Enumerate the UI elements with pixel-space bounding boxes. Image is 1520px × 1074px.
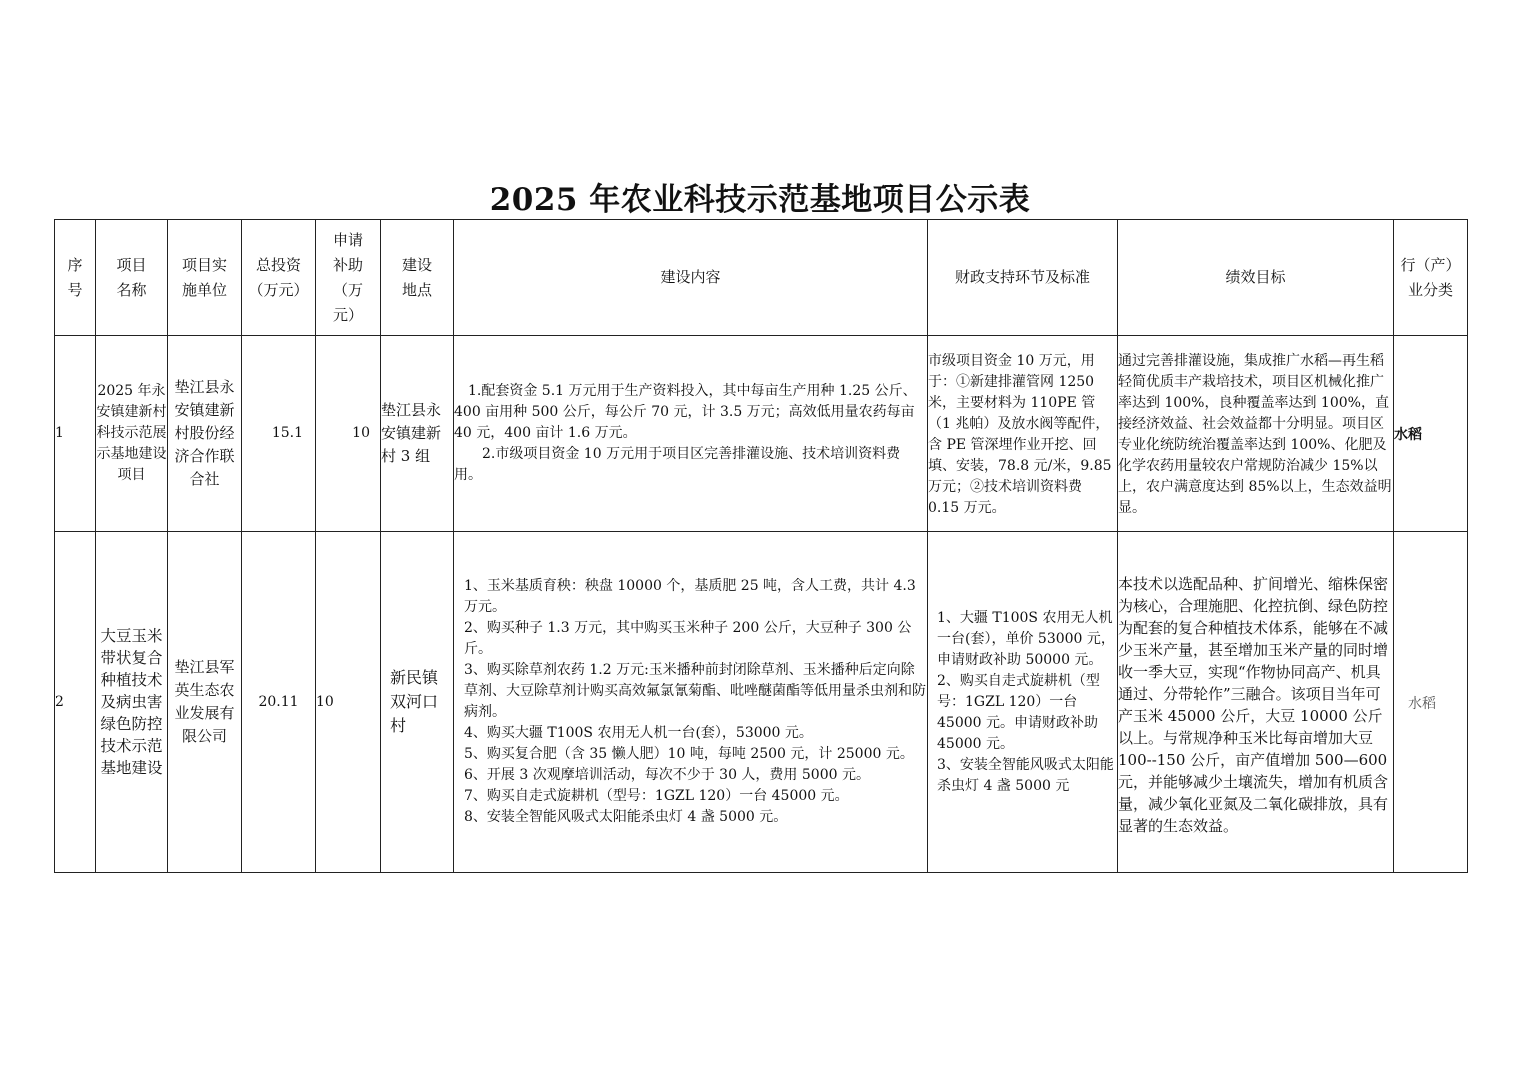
header-subsidy: 申请补助（万元） [316, 220, 381, 336]
table-row [55, 532, 1468, 873]
table-row [55, 336, 1468, 532]
row1-location: 垫江县永安镇建新村 3 组 [381, 336, 454, 532]
row1-total: 15.1 [242, 336, 316, 532]
row2-location: 新民镇双河口村 [381, 532, 454, 873]
row2-content-line: 6、开展 3 次观摩培训活动，每次不少于 30 人，费用 5000 元。 [464, 767, 870, 783]
row2-total: 20.11 [242, 532, 316, 873]
row2-finance [928, 532, 1118, 873]
header-content: 建设内容 [454, 220, 928, 336]
row2-name: 大豆玉米带状复合种植技术及病虫害绿色防控技术示范基地建设 [96, 532, 168, 873]
row1-name: 2025 年永安镇建新村科技示范展示基地建设项目 [96, 336, 168, 532]
row1-subsidy: 10 [316, 336, 381, 532]
row1-seq: 1 [55, 336, 96, 532]
header-finance: 财政支持环节及标准 [928, 220, 1118, 336]
row2-subsidy: 10 [316, 532, 381, 873]
header-goal: 绩效目标 [1118, 220, 1394, 336]
header-seq: 序号 [55, 220, 96, 336]
header-category: 行（产）业分类 [1394, 220, 1468, 336]
row2-seq: 2 [55, 532, 96, 873]
header-unit: 项目实施单位 [168, 220, 242, 336]
row1-content-line: 1.配套资金 5.1 万元用于生产资料投入，其中每亩生产用种 1.25 公斤、400 亩用种 500 公斤，每公斤 70 元，计 3.5 万元；高效低用量农药每亩 40 元，400 亩计 1.6 万元。 [454, 383, 917, 441]
row2-content-line: 1、玉米基质育秧：秧盘 10000 个，基质肥 25 吨，含人工费，共计 4.3 万元。 [464, 578, 916, 615]
row2-finance-line: 1、大疆 T100S 农用无人机一台(套），单价 53000 元，申请财政补助 50000 元。 [937, 609, 1115, 668]
row2-content [454, 532, 928, 873]
row2-content-line: 7、购买自走式旋耕机（型号：1GZL 120）一台 45000 元。 [464, 788, 849, 804]
row2-finance-line: 2、购买自走式旋耕机（型号：1GZL 120）一台 45000 元。申请财政补助 45000 元。 [937, 672, 1100, 752]
row2-content-line: 3、购买除草剂农药 1.2 万元:玉米播种前封闭除草剂、玉米播种后定向除草剂、大豆除草剂计购买高效氟氯氰菊酯、吡唑醚菌酯等低用量杀虫剂和防病剂。 [464, 662, 926, 720]
row1-goal: 通过完善排灌设施，集成推广水稻—再生稻轻简优质丰产栽培技术，项目区机械化推广率达到 100%，良种覆盖率达到 100%，直接经济效益、社会效益都十分明显。项目区专业化统防统治覆盖率达到 100%、化肥及化学农药用量较农户常规防治减少 15%以上，农户满意度达到 85%以上，生态效益明显。 [1118, 336, 1394, 532]
row2-content-line: 4、购买大疆 T100S 农用无人机一台(套），53000 元。 [464, 725, 813, 741]
row1-finance: 市级项目资金 10 万元，用于：①新建排灌管网 1250 米，主要材料为 110PE 管（1 兆帕）及放水阀等配件，含 PE 管深埋作业开挖、回填、安装，78.8 元/米，9.85 万元；②技术培训资料费 0.15 万元。 [928, 336, 1118, 532]
header-total: 总投资（万元） [242, 220, 316, 336]
row2-unit: 垫江县军英生态农业发展有限公司 [168, 532, 242, 873]
row1-category: 水稻 [1394, 336, 1468, 532]
row1-content-line: 2.市级项目资金 10 万元用于项目区完善排灌设施、技术培训资料费用。 [454, 446, 901, 483]
header-name: 项目名称 [96, 220, 168, 336]
page-title: 2025 年农业科技示范基地项目公示表 [489, 182, 1031, 218]
row2-goal: 本技术以选配品种、扩间增光、缩株保密为核心，合理施肥、化控抗倒、绿色防控为配套的复合种植技术体系，能够在不减少玉米产量，甚至增加玉米产量的同时增收一季大豆，实现“作物协同高产、机具通过、分带轮作”三融合。该项目当年可产玉米 45000 公斤，大豆 10000 公斤以上。与常规净种玉米比每亩增加大豆 100--150 公斤，亩产值增加 500—600 元，并能够减少土壤流失，增加有机质含量，减少氧化亚氮及二氧化碳排放，具有显著的生态效益。 [1118, 532, 1394, 873]
row2-category: 水稻 [1394, 532, 1468, 873]
row1-content [454, 336, 928, 532]
header-row [55, 220, 1468, 336]
project-table [54, 219, 1468, 873]
row2-content-line: 5、购买复合肥（含 35 懒人肥）10 吨，每吨 2500 元，计 25000 元。 [464, 746, 914, 762]
header-location: 建设地点 [381, 220, 454, 336]
row1-unit: 垫江县永安镇建新村股份经济合作联合社 [168, 336, 242, 532]
row2-finance-line: 3、安装全智能风吸式太阳能杀虫灯 4 盏 5000 元 [937, 756, 1114, 794]
row2-content-line: 8、安装全智能风吸式太阳能杀虫灯 4 盏 5000 元。 [464, 809, 788, 825]
row2-content-line: 2、购买种子 1.3 万元，其中购买玉米种子 200 公斤，大豆种子 300 公斤。 [464, 620, 912, 657]
